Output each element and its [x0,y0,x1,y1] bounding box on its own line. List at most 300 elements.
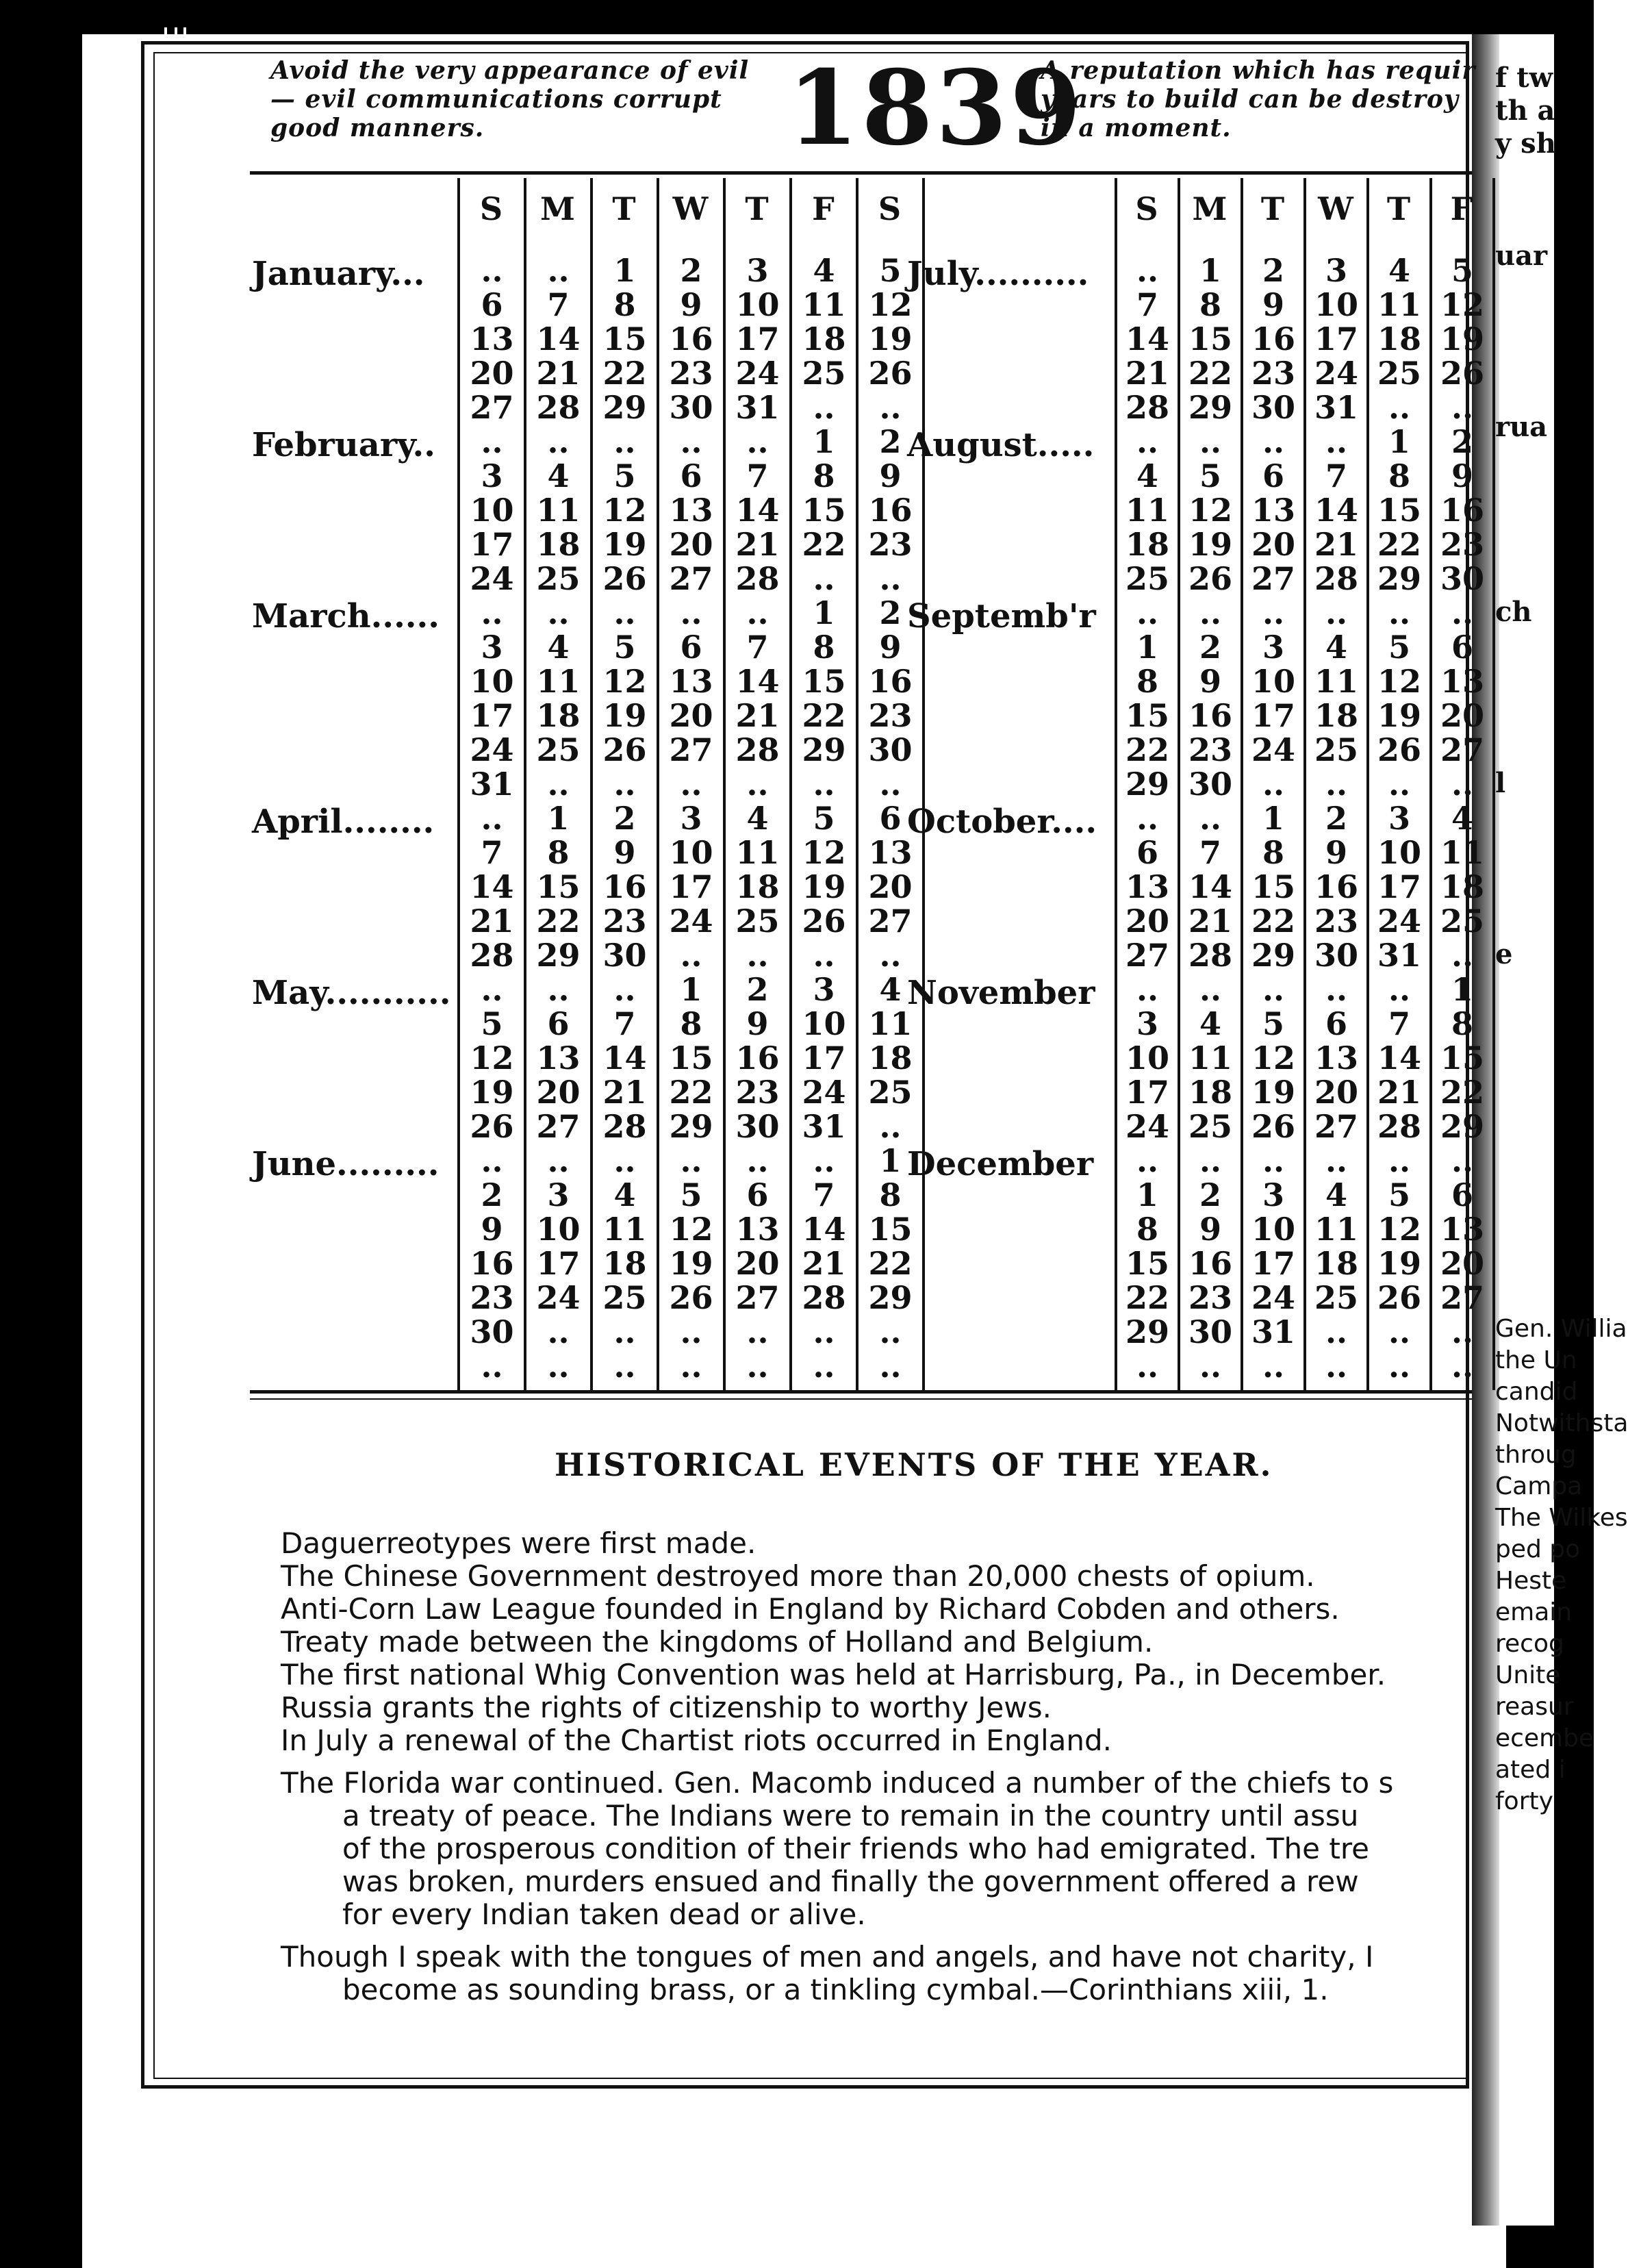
calendar-day: 1 [1451,971,1473,1008]
calendar-day: 12 [1440,286,1484,323]
calendar-day: .. [813,937,835,974]
calendar-day: 18 [1125,526,1169,563]
calendar-day: 22 [602,355,647,392]
calendar-day: 4 [1325,629,1347,666]
day-header: T [1260,190,1285,227]
month-label: June......... [252,1145,440,1183]
calendar-day: 5 [1388,629,1410,666]
calendar-day: 22 [1125,1279,1169,1316]
calendar-day: 21 [1125,355,1169,392]
calendar-day: 1 [879,1142,902,1179]
calendar-day: .. [746,594,769,631]
calendar-day: 22 [1188,355,1232,392]
calendar-day: 17 [470,697,514,734]
calendar-day: 7 [813,1176,835,1213]
calendar-day: 13 [735,1211,780,1248]
bleed-text: recog [1495,1630,1564,1658]
calendar-bottom-rule [250,1390,1472,1394]
day-header: S [878,190,902,227]
calendar-day: 26 [868,355,913,392]
calendar-day: .. [813,560,835,597]
calendar-day: .. [879,1313,902,1350]
calendar-day: 16 [868,663,913,700]
calendar-day: 24 [470,731,514,768]
calendar-day: 26 [802,903,846,940]
calendar-day: .. [746,766,769,803]
calendar-day: 15 [669,1040,713,1076]
event-line: Daguerreotypes were first made. [281,1526,756,1560]
calendar-day: .. [1136,971,1159,1008]
calendar-day: 4 [813,252,835,289]
calendar-day: 28 [1188,937,1232,974]
calendar-day: .. [1388,1348,1411,1385]
bleed-text: l [1495,767,1506,799]
bleed-text: throug [1495,1441,1577,1469]
calendar-header [171,48,1476,178]
calendar-day: .. [1199,971,1222,1008]
calendar-day: 23 [1188,1279,1232,1316]
calendar-day: .. [613,423,636,460]
calendar-day: 30 [1314,937,1358,974]
calendar-day: 7 [1199,834,1221,871]
calendar-day: 7 [746,457,769,494]
calendar-day: 17 [735,320,780,357]
calendar-day: 21 [1188,903,1232,940]
calendar-day: 2 [1451,423,1473,460]
calendar-day: 19 [669,1245,713,1282]
calendar-day: 24 [735,355,780,392]
calendar-day: 3 [1136,1005,1158,1042]
calendar-day: 12 [669,1211,713,1248]
calendar-day: 25 [1377,355,1421,392]
calendar-day: 23 [602,903,647,940]
bleed-text: The Wilkes [1495,1504,1628,1532]
bleed-text: ped po [1495,1535,1581,1563]
calendar-day: 1 [613,252,636,289]
event-line: a treaty of peace. The Indians were to remain in the country until assu [342,1799,1359,1832]
month-label: August..... [907,426,1095,464]
scan-background-left [0,0,82,2268]
calendar-day: 26 [1440,355,1484,392]
month-label: May........... [252,974,451,1012]
calendar-day: 14 [1125,320,1169,357]
calendar-day: 28 [1125,389,1169,426]
month-label: January... [252,255,425,293]
calendar-day: .. [680,1313,702,1350]
calendar-day: 1 [547,800,570,837]
calendar-day: 8 [1388,457,1410,494]
calendar-day: .. [1325,971,1348,1008]
calendar-day: .. [613,971,636,1008]
bleed-text: e [1495,938,1513,970]
calendar-day: 27 [669,560,713,597]
calendar-day: 5 [680,1176,702,1213]
calendar-day: 24 [1125,1108,1169,1145]
calendar-day: 7 [746,629,769,666]
calendar-day: 20 [1251,526,1295,563]
calendar-day: 23 [470,1279,514,1316]
calendar-day: 26 [602,731,647,768]
calendar-day: 29 [1188,389,1232,426]
calendar-day: 22 [802,526,846,563]
calendar-day: .. [481,423,503,460]
calendar-day: .. [1136,252,1159,289]
calendar-day: 10 [1251,1211,1295,1248]
calendar-day: 15 [1125,697,1169,734]
calendar-day: 30 [1188,1313,1232,1350]
calendar-day: 26 [669,1279,713,1316]
calendar-day: 10 [470,663,514,700]
calendar-day: 28 [470,937,514,974]
month-label: April........ [252,803,435,841]
calendar-day: 10 [802,1005,846,1042]
calendar-day: 4 [547,629,570,666]
calendar-day: 9 [1199,1211,1221,1248]
calendar-day: 28 [735,731,780,768]
calendar-day: 11 [735,834,780,871]
calendar-day: 18 [602,1245,647,1282]
calendar-day: 9 [879,457,902,494]
calendar-day: 27 [536,1108,581,1145]
calendar-day: 25 [1314,731,1358,768]
calendar-day: 30 [669,389,713,426]
calendar-day: 9 [746,1005,769,1042]
bleed-text: reasur [1495,1693,1574,1721]
calendar-day: .. [813,1313,835,1350]
calendar-day: 4 [746,800,769,837]
calendar-day: 10 [1377,834,1421,871]
calendar-day: 18 [1188,1074,1232,1111]
calendar-day: 17 [1314,320,1358,357]
calendar-day: 11 [602,1211,647,1248]
calendar-day: .. [680,1348,702,1385]
calendar-day: 2 [613,800,636,837]
calendar-day: 16 [669,320,713,357]
calendar-day: .. [1451,1313,1474,1350]
calendar-day: 18 [868,1040,913,1076]
calendar-day: 10 [536,1211,581,1248]
calendar-day: 2 [1199,1176,1221,1213]
calendar-day: 25 [536,560,581,597]
calendar-day: 31 [470,766,514,803]
calendar-day: 26 [1188,560,1232,597]
event-line: Though I speak with the tongues of men and angels, and have not charity, I [281,1940,1374,1974]
events-title: HISTORICAL EVENTS OF THE YEAR. [555,1446,1273,1483]
calendar-day: 31 [1314,389,1358,426]
calendar-day: 17 [470,526,514,563]
calendar-day: 24 [470,560,514,597]
calendar-day: 13 [1440,663,1484,700]
calendar-day: .. [547,252,570,289]
calendar-day: 6 [879,800,902,837]
calendar-day: 18 [802,320,846,357]
month-label: October.... [907,803,1097,841]
year-title: 1839 [787,48,1084,168]
calendar-day: 30 [868,731,913,768]
calendar-day: 31 [802,1108,846,1145]
calendar-day: .. [1388,389,1411,426]
calendar-day: 22 [669,1074,713,1111]
calendar-day: 17 [802,1040,846,1076]
calendar-day: 17 [669,868,713,905]
calendar-day: 10 [1125,1040,1169,1076]
calendar-day: 27 [1440,731,1484,768]
calendar-day: 10 [669,834,713,871]
calendar-day: 3 [481,457,503,494]
calendar-day: 7 [547,286,570,323]
day-header: S [479,190,503,227]
calendar-day: 18 [1314,1245,1358,1282]
calendar-day: 26 [1377,1279,1421,1316]
calendar-day: 12 [868,286,913,323]
calendar-day: 13 [868,834,913,871]
calendar-day: 14 [536,320,581,357]
calendar-day: 6 [1451,629,1473,666]
day-header: M [1192,190,1228,227]
calendar-day: 18 [735,868,780,905]
calendar-day: 9 [1199,663,1221,700]
day-header: F [812,190,835,227]
calendar-day: 16 [1314,868,1358,905]
calendar-day: 8 [1136,663,1158,700]
calendar-day: .. [1262,971,1285,1008]
calendar-day: 9 [481,1211,503,1248]
calendar-day: .. [746,1348,769,1385]
calendar-day: 18 [536,526,581,563]
calendar-day: 14 [1314,492,1358,529]
calendar-day: 25 [802,355,846,392]
calendar-day: .. [879,389,902,426]
calendar-day: 28 [1314,560,1358,597]
calendar-day: 13 [1125,868,1169,905]
calendar-day: 16 [735,1040,780,1076]
calendar-day: 12 [602,663,647,700]
calendar-day: 9 [1451,457,1473,494]
calendar-day: 15 [602,320,647,357]
calendar-day: 29 [868,1279,913,1316]
calendar-day: 24 [669,903,713,940]
calendar-day: 19 [1377,1245,1421,1282]
calendar-day: 1 [680,971,702,1008]
calendar-day: 21 [735,526,780,563]
calendar-day: .. [879,1348,902,1385]
event-line: Russia grants the rights of citizenship to worthy Jews. [281,1691,1052,1724]
calendar-day: 12 [1251,1040,1295,1076]
bleed-text: Notwithsta [1495,1409,1628,1437]
calendar-day: .. [879,1108,902,1145]
bleed-text: Unite [1495,1661,1561,1689]
calendar-day: 3 [1388,800,1410,837]
calendar-day: 24 [1251,1279,1295,1316]
calendar-day: 23 [868,526,913,563]
calendar-day: 14 [735,663,780,700]
bleed-text: th a [1495,94,1555,127]
bleed-text: y sh [1495,127,1556,160]
calendar-day: 25 [536,731,581,768]
event-line: In July a renewal of the Chartist riots occurred in England. [281,1724,1112,1757]
scan-background-top [0,0,1594,34]
bleed-text: Heste [1495,1567,1567,1595]
calendar-day: 5 [1262,1005,1284,1042]
calendar-day: 23 [1188,731,1232,768]
calendar-day: 12 [1377,663,1421,700]
calendar-day: 5 [1199,457,1221,494]
calendar-day: 20 [669,697,713,734]
calendar-day: 26 [1251,1108,1295,1145]
calendar-day: .. [1262,423,1285,460]
month-label: February.. [252,426,435,464]
calendar-day: 27 [669,731,713,768]
bleed-text: Gen. Willia [1495,1315,1627,1343]
calendar-day: 2 [879,594,902,631]
calendar-day: 21 [470,903,514,940]
calendar-day: .. [680,423,702,460]
calendar-day: .. [1325,766,1348,803]
calendar-day: 11 [1188,1040,1232,1076]
calendar-day: 13 [1314,1040,1358,1076]
calendar-day: .. [1388,1313,1411,1350]
day-header: T [612,190,636,227]
bleed-text: forty [1495,1787,1553,1815]
calendar-day: 6 [680,629,702,666]
calendar-day: .. [1451,1348,1474,1385]
calendar-day: 6 [481,286,503,323]
calendar-day: 23 [1314,903,1358,940]
calendar-day: 13 [669,663,713,700]
calendar-day: 25 [602,1279,647,1316]
calendar-day: 15 [802,663,846,700]
calendar-day: .. [547,766,570,803]
calendar-day: 9 [1262,286,1284,323]
calendar-day: 20 [536,1074,581,1111]
bleed-text: rua [1495,411,1548,443]
day-header: W [1318,190,1353,227]
calendar-day: 26 [470,1108,514,1145]
calendar-day: 28 [602,1108,647,1145]
calendar-day: 30 [602,937,647,974]
calendar-day: 9 [1325,834,1347,871]
calendar-day: .. [481,594,503,631]
calendar-day: 19 [470,1074,514,1111]
calendar-day: 1 [1388,423,1410,460]
calendar-day: 19 [1440,320,1484,357]
calendar-day: 23 [1251,355,1295,392]
calendar-day: 29 [536,937,581,974]
calendar-day: 6 [746,1176,769,1213]
calendar-day: 28 [735,560,780,597]
calendar-day: 20 [1440,697,1484,734]
calendar-day: .. [1262,594,1285,631]
header-rule [250,171,1472,175]
calendar-day: 27 [1440,1279,1484,1316]
calendar-day: .. [1325,423,1348,460]
calendar-day: 29 [1125,1313,1169,1350]
calendar-day: 17 [1251,697,1295,734]
calendar-day: 27 [1314,1108,1358,1145]
calendar-day: 4 [1199,1005,1221,1042]
calendar-day: .. [746,1142,769,1179]
calendar-day: 18 [536,697,581,734]
calendar-day: 11 [1314,663,1358,700]
motto-left: Avoid the very appearance of evil — evil communications corrupt good manners. [270,56,750,142]
calendar-day: .. [1199,800,1222,837]
calendar-day: .. [680,1142,702,1179]
motto-right: A reputation which has requir years to build can be destroy in a moment. [1041,56,1476,142]
calendar-day: 15 [802,492,846,529]
calendar-day: 31 [1251,1313,1295,1350]
calendar-day: .. [1451,766,1474,803]
calendar-day: 16 [602,868,647,905]
calendar-day: .. [547,594,570,631]
calendar-day: 6 [547,1005,570,1042]
calendar-day: 7 [481,834,503,871]
calendar-day: .. [1136,423,1159,460]
calendar-day: 14 [1377,1040,1421,1076]
bleed-text: ch [1495,596,1532,628]
calendar-day: .. [1325,1142,1348,1179]
calendar-day: 14 [470,868,514,905]
calendar-day: 4 [879,971,902,1008]
calendar-day: 22 [802,697,846,734]
bleed-text: emain [1495,1598,1573,1626]
event-line: Anti-Corn Law League founded in England by Richard Cobden and others. [281,1592,1340,1626]
calendar-day: .. [746,937,769,974]
calendar-day: 15 [1188,320,1232,357]
calendar-day: .. [1136,1142,1159,1179]
calendar-day: 23 [669,355,713,392]
calendar-day: .. [746,423,769,460]
calendar-day: 19 [1251,1074,1295,1111]
calendar-day: 2 [879,423,902,460]
calendar-day: 11 [1125,492,1169,529]
calendar-day: 25 [1440,903,1484,940]
calendar-day: .. [1451,389,1474,426]
calendar-day: .. [1325,1313,1348,1350]
calendar-day: 8 [813,457,835,494]
calendar-day: 11 [536,492,581,529]
calendar-day: 11 [536,663,581,700]
calendar-day: 25 [868,1074,913,1111]
calendar-day: 27 [868,903,913,940]
calendar-day: .. [613,594,636,631]
calendar-day: .. [1262,1142,1285,1179]
calendar-day: 5 [613,629,636,666]
calendar-day: 5 [1451,252,1473,289]
calendar-day: .. [680,937,702,974]
bleed-text: ated i [1495,1756,1566,1784]
calendar-day: 28 [1377,1108,1421,1145]
day-header: T [745,190,769,227]
bleed-text: candid [1495,1378,1578,1406]
calendar-day: 22 [1125,731,1169,768]
calendar-day: 24 [1251,731,1295,768]
calendar-day: 26 [602,560,647,597]
calendar-day: .. [481,1348,503,1385]
calendar-day: 1 [1136,1176,1158,1213]
calendar-day: 2 [1199,629,1221,666]
calendar-day: 3 [547,1176,570,1213]
calendar-day: 8 [1451,1005,1473,1042]
calendar-day: 29 [1125,766,1169,803]
calendar-day: 19 [1188,526,1232,563]
calendar-day: 21 [802,1245,846,1282]
month-label: Septemb'r [907,597,1096,635]
calendar-day: 19 [602,526,647,563]
calendar-day: .. [879,766,902,803]
day-header: S [1135,190,1158,227]
calendar-day: 12 [470,1040,514,1076]
calendar-day: 1 [1136,629,1158,666]
